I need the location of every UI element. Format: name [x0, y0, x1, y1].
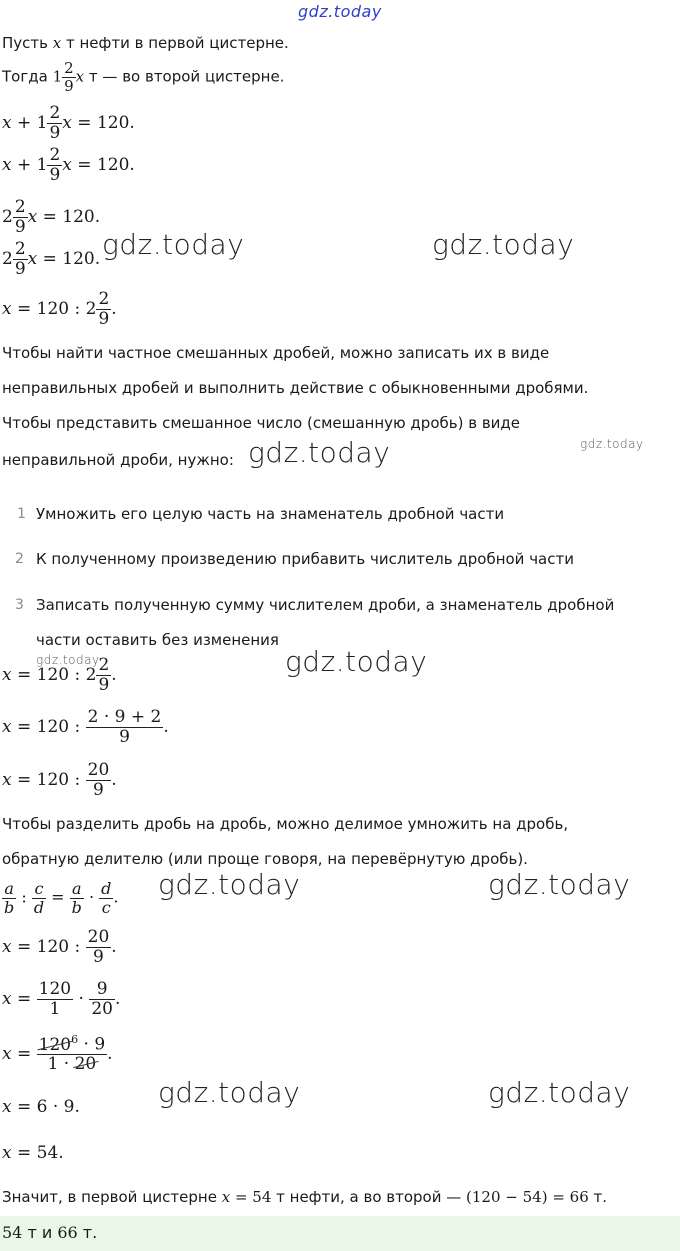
- watermark: gdz.today: [298, 2, 382, 21]
- equation-8: x = 120 : $\frac{20}{9}$ .: [2, 760, 117, 800]
- watermark: gdz.today: [488, 1076, 631, 1109]
- paragraph-line: Чтобы представить смешанное число (смешанную дробь) в виде: [2, 414, 521, 432]
- watermark: gdz.today: [158, 868, 301, 901]
- watermark: gdz.today: [102, 228, 245, 261]
- step-text: части оставить без изменения: [36, 631, 279, 649]
- equation-1: x + 1 $\frac{2}{9}$ x = 120.: [2, 103, 135, 143]
- step-text: К полученному произведению прибавить числитель дробной части: [36, 550, 574, 568]
- watermark: gdz.today: [580, 437, 644, 451]
- watermark: gdz.today: [248, 436, 391, 469]
- step-number: 3: [15, 597, 24, 613]
- equation-10: x = $\frac{120}{1}$ · $\frac{9}{20}$ .: [2, 979, 121, 1019]
- watermark: gdz.today: [36, 653, 100, 667]
- equation-5: x = 120 : 2 $\frac{2}{9}$ .: [2, 289, 117, 329]
- watermark: gdz.today: [488, 868, 631, 901]
- paragraph-line: неправильных дробей и выполнить действие с обыкновенными дробями.: [2, 379, 589, 397]
- equation-7: x = 120 : $\frac{2 \cdot 9 + 2}{9}$ .: [2, 707, 169, 747]
- answer-text: 54 т и 66 т.: [2, 1223, 98, 1242]
- equation-6: x = 120 : 2 $\frac{2}{9}$ .: [2, 655, 117, 695]
- equation-11: x = $\frac{120^6 \cdot 9}{1 \cdot 20}$ .: [2, 1033, 113, 1075]
- equation-2: x + 1 $\frac{2}{9}$ x = 120.: [2, 145, 135, 185]
- equation-12: x = 6 · 9.: [2, 1097, 80, 1117]
- equation-3: 2 $\frac{2}{9}$ x = 120.: [2, 197, 101, 237]
- answer-box: [0, 1216, 680, 1251]
- paragraph-line: Чтобы разделить дробь на дробь, можно делимое умножить на дробь,: [2, 815, 569, 833]
- equation-9: x = 120 : $\frac{20}{9}$ .: [2, 927, 117, 967]
- paragraph-line: неправильной дроби, нужно:: [2, 451, 234, 469]
- step-text: Умножить его целую часть на знаменатель дробной части: [36, 505, 505, 523]
- paragraph-line: Чтобы найти частное смешанных дробей, можно записать их в виде: [2, 344, 550, 362]
- conclusion: Значит, в первой цистерне x = 54 т нефти, а во второй — (120 − 54) = 66 т.: [2, 1188, 608, 1206]
- paragraph-line: обратную делителю (или проще говоря, на перевёрнутую дробь).: [2, 850, 528, 868]
- step-text: Записать полученную сумму числителем дроби, а знаменатель дробной: [36, 596, 615, 614]
- step-number: 1: [17, 506, 26, 522]
- step-number: 2: [15, 551, 24, 567]
- equation-4: 2 $\frac{2}{9}$ x = 120.: [2, 239, 101, 279]
- equation-13: x = 54.: [2, 1143, 64, 1163]
- intro-line-1: Пусть x т нефти в первой цистерне.: [2, 34, 289, 52]
- intro-line-2: Тогда 1 $\frac{2}{9}$ x т — во второй цистерне.: [2, 59, 285, 95]
- watermark: gdz.today: [432, 228, 575, 261]
- watermark: gdz.today: [285, 645, 428, 678]
- watermark: gdz.today: [158, 1076, 301, 1109]
- division-rule: $\frac{a}{b}$ : $\frac{c}{d}$ = $\frac{a}{b}$ · $\frac{d}{c}$ .: [4, 879, 119, 917]
